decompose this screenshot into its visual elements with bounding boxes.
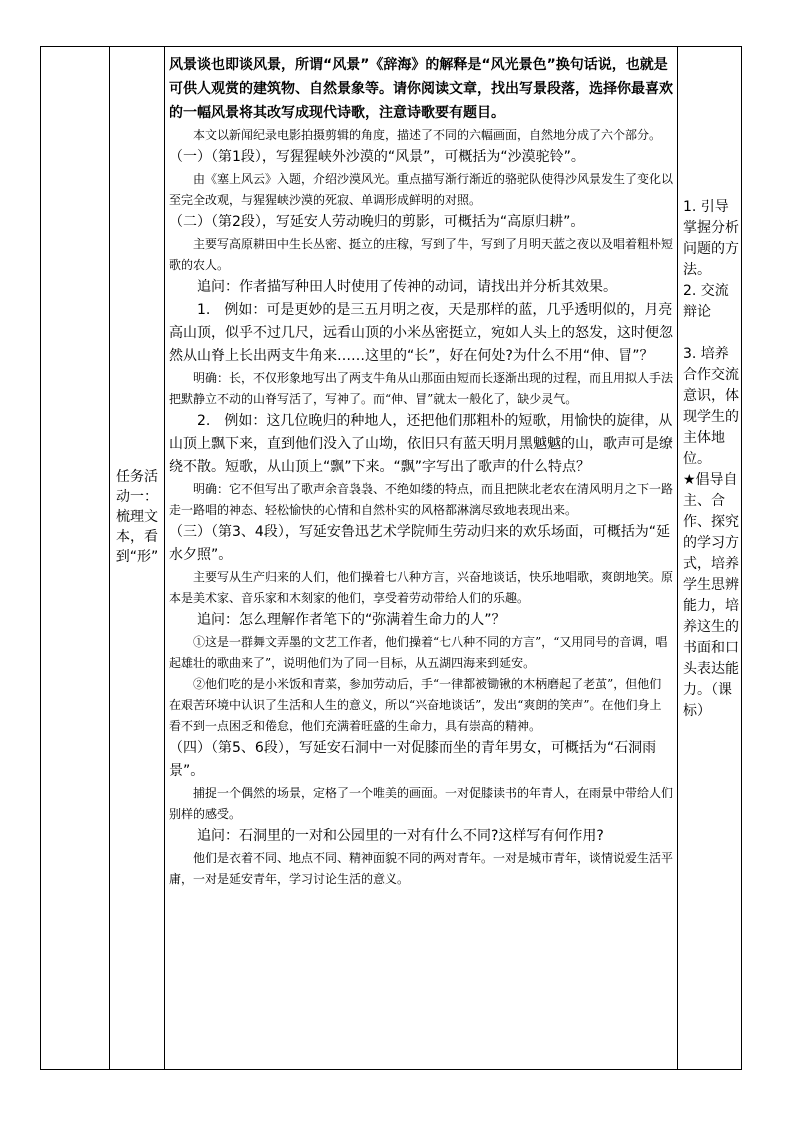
section-explanation-1: 由《塞上风云》入题，介绍沙漠风光。重点描写渐行渐近的骆驼队使得沙风景发生了变化以至完全改观，与猩猩峡沙漠的死寂、单调形成鲜明的对照。	[169, 172, 674, 207]
follow-up-question: 追问：怎么理解作者笔下的“弥满着生命力的人”？	[197, 612, 506, 628]
design-intent-column	[683, 197, 739, 722]
section-explanation-4: 捕捉一个偶然的场景，定格了一个唯美的画面。一对促膝读书的年青人，在雨景中带给人们别样的感受。	[169, 786, 674, 821]
intent-3: 3. 培养合作交流意识，体现学生的主体地位。	[683, 346, 739, 467]
section-heading-4: （四）（第5、6段），写延安石洞中一对促膝而坐的青年男女，可概括为“石洞雨景”。	[169, 740, 657, 779]
section-heading-1: （一）（第1段），写猩猩峡外沙漠的“风景”，可概括为“沙漠驼铃”。	[169, 149, 585, 165]
section-heading-3: （三）（第3、4段），写延安鲁迅艺术学院师生劳动归来的欢乐场面，可概括为“延水夕照”。	[169, 524, 671, 563]
task-instruction: 风景谈也即谈风景，所谓“风景”《辞海》的解释是“风光景色”换句话说，也就是可供人观赏的建筑物、自然景象等。请你阅读文章，找出写景段落，选择你最喜欢的一幅风景将其改写成现代诗歌，注意诗歌要有题目。	[169, 57, 673, 121]
answer-3: 他们是衣着不同、地点不同、精神面貌不同的两对青年。一对是城市青年，谈情说爱生活平庸，一对是延安青年，学习讨论生活的意义。	[169, 851, 674, 886]
structure-note: 本文以新闻纪录电影拍摄剪辑的角度，描述了不同的六幅画面，自然地分成了六个部分。	[193, 128, 662, 142]
task-activity-label: 任务活动一：梳理文本，看到“形”	[115, 469, 159, 565]
lesson-content	[169, 53, 673, 890]
lesson-table	[40, 46, 742, 1070]
example-1: 1. 例如：可是更妙的是三五月明之夜，天是那样的蓝，几乎透明似的，月亮高山顶，似乎不过几尺，远看山顶的小米丛密挺立，宛如人头上的怒发，这时便忽然从山脊上长出两支牛角来……这里的“长”，好在何处?为什么不用“伸、冒”？	[169, 302, 673, 364]
intent-2: 2. 交流辩论	[683, 283, 729, 320]
intent-4: ★倡导自主、合作、探究的学习方式，培养学生思辨能力，培养这生的书面和口头表达能力。（课标）	[683, 472, 739, 719]
answer-1: 明确：长，不仅形象地写出了两支牛角从山那面由短而长逐渐出现的过程，而且用拟人手法把默静立不动的山脊写活了，写神了。而“伸、冒”就太一般化了，缺少灵气。	[169, 371, 674, 406]
example-2: 2. 例如：这几位晚归的种地人，还把他们那粗朴的短歌，用愉快的旋律，从山顶上飘下来，直到他们没入了山坳，依旧只有蓝天明月黑魆魆的山，歌声可是缭绕不散。短歌，从山顶上“飘”下来。“飘”字写出了歌声的什么特点？	[169, 413, 673, 475]
answer-point-2: ②他们吃的是小米饭和青菜，参加劳动后，手“一律都被锄锹的木柄磨起了老茧”，但他们在艰苦环境中认识了生活和人生的意义，所以“兴奋地谈话”，发出“爽朗的笑声”。在他们身上看不到一点困乏和倦怠，他们充满着旺盛的生命力，具有崇高的精神。	[169, 677, 662, 733]
section-heading-2: （二）（第2段），写延安人劳动晚归的剪影，可概括为“高原归耕”。	[169, 214, 585, 230]
intent-1: 1. 引导掌握分析问题的方法。	[683, 199, 739, 278]
answer-2: 明确：它不但写出了歌声余音袅袅、不绝如缕的特点，而且把陕北老农在清风明月之下一路走一路唱的神态、轻松愉快的心情和自然朴实的风格都淋漓尽致地表现出来。	[169, 482, 674, 517]
intent-spacer	[683, 323, 739, 344]
follow-up-question: 追问：石洞里的一对和公园里的一对有什么不同?这样写有何作用?	[197, 828, 604, 844]
section-explanation-2: 主要写高原耕田中生长丛密、挺立的庄稼，写到了牛，写到了月明天蓝之夜以及唱着粗朴短歌的农人。	[169, 237, 674, 272]
answer-point-1: ①这是一群舞文弄墨的文艺工作者，他们操着“七八种不同的方言”，“又用同号的音调，唱起雄壮的歌曲来了”，说明他们为了同一目标，从五湖四海来到延安。	[169, 635, 668, 670]
column-divider	[164, 47, 165, 1069]
column-divider	[677, 47, 678, 1069]
follow-up-question: 追问：作者描写种田人时使用了传神的动词，请找出并分析其效果。	[197, 279, 617, 295]
section-explanation-3: 主要写从生产归来的人们，他们操着七八种方言，兴奋地谈话，快乐地唱歌，爽朗地笑。原本是美术家、音乐家和木刻家的他们，享受着劳动带给人们的乐趣。	[169, 570, 674, 605]
